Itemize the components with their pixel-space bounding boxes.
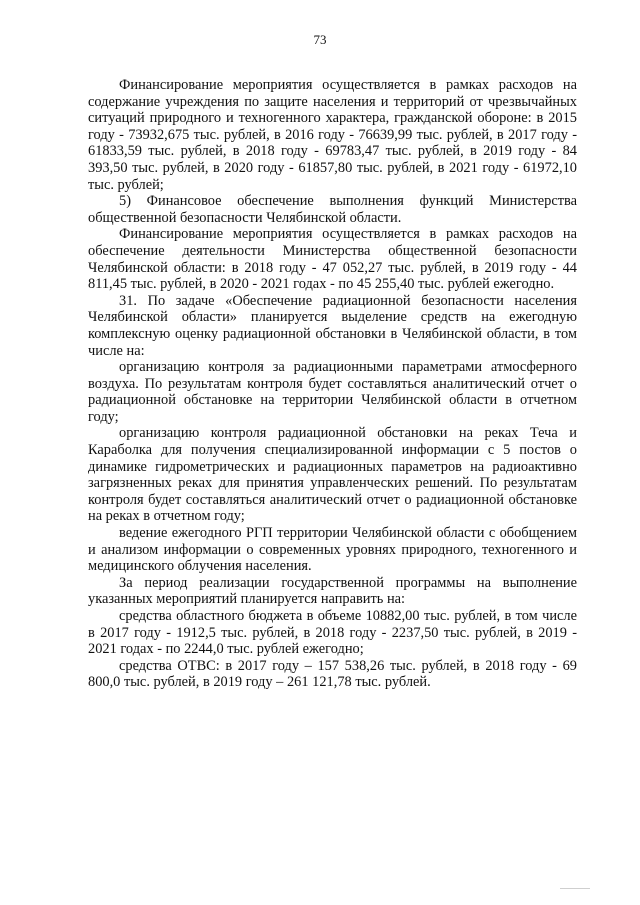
paragraph-river-monitoring: организацию контроля радиационной обстановки на реках Теча и Караболка для получения специализированной информации с 5 постов о динамике гидрометрических и радиационных параметров на радиоактивно загрязненных реках для принятия управленческих решений. По результатам контроля будет составляться аналитический отчет о радиационной обстановке на реках в отчетном году; [88, 425, 577, 525]
paragraph-item-31-radiation-safety: 31. По задаче «Обеспечение радиационной безопасности населения Челябинской области» планируется выделение средств на ежегодную комплексную оценку радиационной обстановки в Челябинской области, в том числе на: [88, 292, 577, 359]
paragraph-air-monitoring: организацию контроля за радиационными параметрами атмосферного воздуха. По результатам контроля будет составляться аналитический отчет о радиационной обстановке на территории Челябинской области в отчетном году; [88, 359, 577, 425]
paragraph-item-5-heading: 5) Финансовое обеспечение выполнения функций Министерства общественной безопасности Челябинской области. [88, 193, 577, 226]
page-number: 73 [313, 32, 327, 47]
paragraph-program-period: За период реализации государственной программы на выполнение указанных мероприятий планируется направить на: [88, 574, 577, 608]
paragraph-otvs-funds: средства ОТВС: в 2017 году – 157 538,26 тыс. рублей, в 2018 году - 69 800,0 тыс. рублей, в 2019 году – 261 121,78 тыс. рублей. [88, 657, 577, 691]
scan-edge-mark [560, 888, 590, 889]
paragraph-rgp-registry: ведение ежегодного РГП территории Челябинской области с обобщением и анализом информации о современных уровнях природного, техногенного и медицинского облучения населения. [88, 525, 577, 575]
document-body [88, 77, 577, 691]
paragraph-financing-civil-defense: Финансирование мероприятия осуществляется в рамках расходов на содержание учреждения по защите населения и территорий от чрезвычайных ситуаций природного и техногенного характера, гражданской обороне: в 2015 году - 73932,675 тыс. рублей, в 2016 году - 76639,99 тыс. рублей, в 2017 году - 61833,59 тыс. рублей, в 2018 году - 69783,47 тыс. рублей, в 2019 году - 84 393,50 тыс. рублей, в 2020 году - 61857,80 тыс. рублей, в 2021 году - 61972,10 тыс. рублей; [88, 77, 577, 193]
paragraph-financing-ministry: Финансирование мероприятия осуществляется в рамках расходов на обеспечение деятельности Министерства общественной безопасности Челябинской области: в 2018 году - 47 052,27 тыс. рублей, в 2019 году - 44 811,45 тыс. рублей, в 2020 - 2021 годах - по 45 255,40 тыс. рублей ежегодно. [88, 226, 577, 293]
paragraph-regional-budget: средства областного бюджета в объеме 10882,00 тыс. рублей, в том числе в 2017 году - 1912,5 тыс. рублей, в 2018 году - 2237,50 тыс. рублей, в 2019 - 2021 годах - по 2244,0 тыс. рублей ежегодно; [88, 608, 577, 658]
